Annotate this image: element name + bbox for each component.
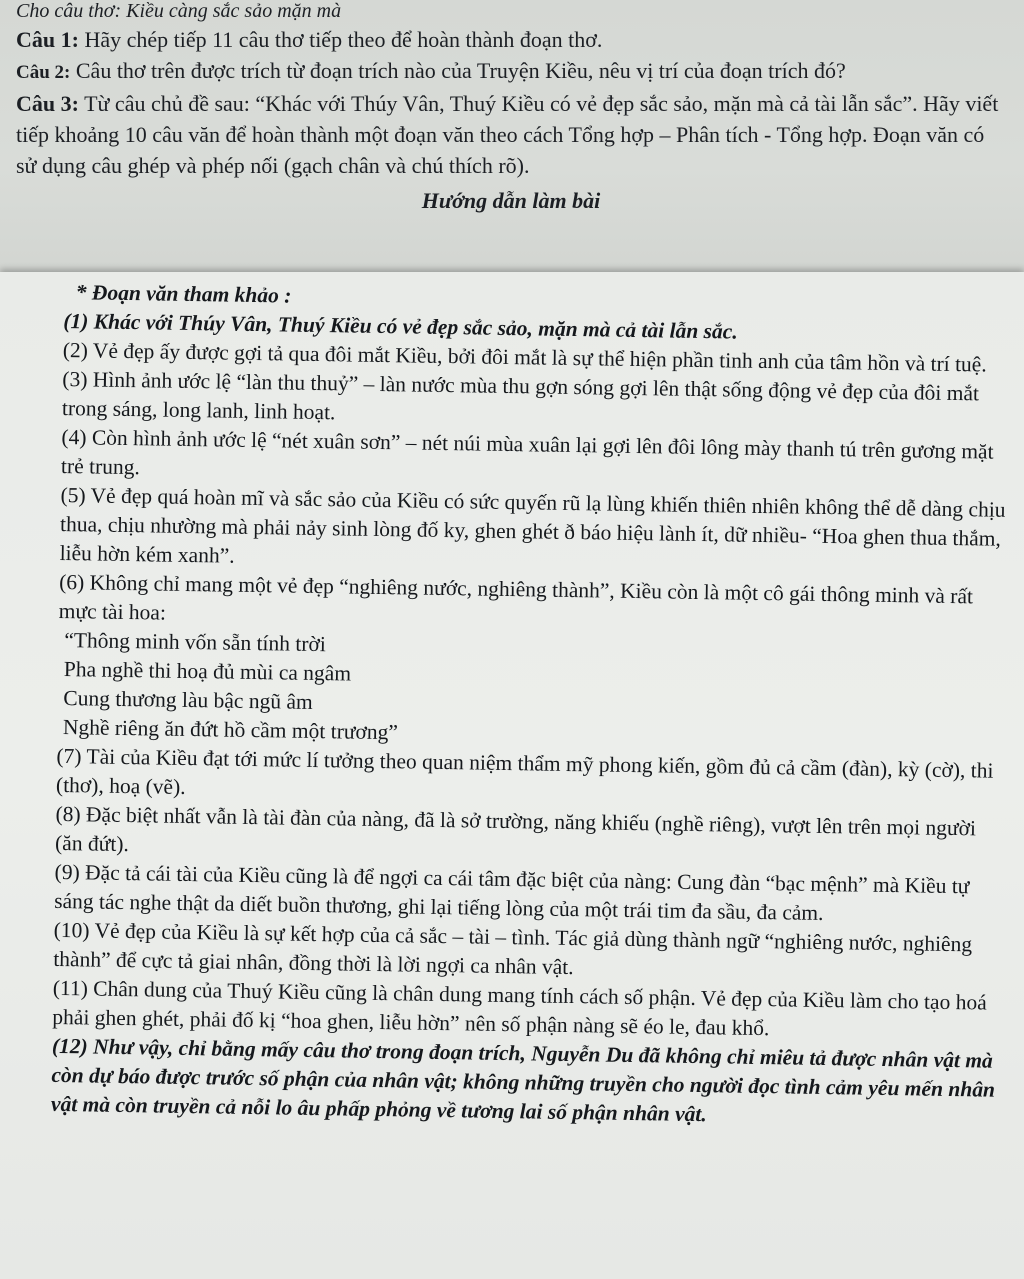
question-3: [16, 88, 1006, 181]
question-3-label: Câu 3:: [16, 91, 79, 116]
reference-sheet: [0, 272, 1024, 1279]
question-sheet: [0, 0, 1024, 278]
sentence-5: (5) Vẻ đẹp quá hoàn mĩ và sắc sảo của Kiều có sức quyến rũ lạ lùng khiến thiên nhiên không thể dễ dàng chịu thua, chịu nhường mà phải nảy sinh lòng đố ky, ghen ghét ð báo hiệu lành ít, dữ nhiều- “Hoa ghen thua thắm, liễu hờn kém xanh”.: [59, 482, 1006, 568]
verse-line-1: “Thông minh vốn sẵn tính trời: [64, 628, 327, 657]
verse-line-3: Cung thương làu bậc ngũ âm: [63, 686, 313, 714]
sentence-2: (2) Vẻ đẹp ấy được gợi tả qua đôi mắt Kiều, bởi đôi mắt là sự thể hiện phần tinh anh của tâm hồn và trí tuệ.: [62, 337, 987, 377]
sentence-4: (4) Còn hình ảnh ước lệ “nét xuân sơn” – nét núi mùa xuân lại gợi lên đôi lông mày thanh tú trên gương mặt trẻ trung.: [60, 424, 994, 480]
guide-title: Hướng dẫn làm bài: [421, 188, 601, 213]
question-2-label: Câu 2:: [16, 62, 71, 83]
sentence-10: (10) Vẻ đẹp của Kiều là sự kết hợp của cả sắc – tài – tình. Tác giả dùng thành ngữ “nghiêng nước, nghiêng thành” để cực tả giai nhân, đồng thời là lời ngợi ca nhân vật.: [53, 917, 973, 980]
question-2: [16, 55, 1006, 88]
question-3-text: Từ câu chủ đề sau: “Khác với Thúy Vân, Thuý Kiều có vẻ đẹp sắc sảo, mặn mà cả tài lẫn sắc”. Hãy viết tiếp khoảng 10 câu văn để hoàn thành một đoạn văn theo cách Tổng hợp – Phân tích - Tổng hợp. Đoạn văn có sử dụng câu ghép và phép nối (gạch chân và chú thích rõ).: [16, 91, 999, 178]
sentence-9: (9) Đặc tả cái tài của Kiều cũng là để ngợi ca cái tâm đặc biệt của nàng: Cung đàn “bạc mệnh” mà Kiều tự sáng tác nghe thật da diết buồn thương, ghi lại tiếng lòng của một trái tim đa sầu, đa cảm.: [54, 859, 970, 926]
intro-line: Cho câu thơ: Kiều càng sắc sảo mặn mà: [16, 0, 342, 22]
question-2-text: Câu thơ trên được trích từ đoạn trích nào của Truyện Kiều, nêu vị trí của đoạn trích đó?: [75, 58, 846, 83]
sentence-1: (1) Khác với Thúy Vân, Thuý Kiều có vẻ đẹp sắc sảo, mặn mà cả tài lẫn sắc.: [63, 308, 738, 344]
sentence-8: (8) Đặc biệt nhất vẫn là tài đàn của nàng, đã là sở trường, năng khiếu (nghề riêng), vượt lên trên mọi người (ăn đứt).: [54, 801, 977, 857]
reference-title: * Đoạn văn tham khảo :: [75, 280, 292, 308]
question-1-text: Hãy chép tiếp 11 câu thơ tiếp theo để hoàn thành đoạn thơ.: [84, 27, 603, 52]
reference-content: [51, 278, 1014, 1134]
question-1-label: Câu 1:: [16, 27, 79, 52]
sentence-11: (11) Chân dung của Thuý Kiều cũng là chân dung mang tính cách số phận. Vẻ đẹp của Kiều làm cho tạo hoá phải ghen ghét, phải đố kị “hoa ghen, liễu hờn” nên số phận nàng sẽ éo le, đau khổ.: [52, 975, 987, 1041]
question-1: [16, 24, 1006, 55]
sentence-12: (12) Như vậy, chỉ bằng mấy câu thơ trong đoạn trích, Nguyễn Du đã không chỉ miêu tả được nhân vật mà còn dự báo được trước số phận của nhân vật; không những truyền cho người đọc tình cảm yêu mến nhân vật mà còn truyền cả nỗi lo âu phấp phỏng về tương lai số phận nhân vật.: [50, 1033, 996, 1127]
sentence-6: (6) Không chỉ mang một vẻ đẹp “nghiêng nước, nghiêng thành”, Kiều còn là một cô gái thông minh và rất mực tài hoa:: [58, 569, 974, 625]
sentence-3: (3) Hình ảnh ước lệ “làn thu thuỷ” – làn nước mùa thu gợn sóng gợi lên thật sống động vẻ đẹp của đôi mắt trong sáng, long lanh, linh hoạt.: [61, 366, 980, 425]
sentence-7: (7) Tài của Kiều đạt tới mức lí tưởng theo quan niệm thẩm mỹ phong kiến, gồm đủ cả cầm (đàn), kỳ (cờ), thi (thơ), hoạ (vẽ).: [55, 743, 994, 799]
verse-line-4: Nghề riêng ăn đứt hồ cầm một trương”: [62, 715, 399, 745]
verse-line-2: Pha nghề thi hoạ đủ mùi ca ngâm: [63, 657, 352, 686]
